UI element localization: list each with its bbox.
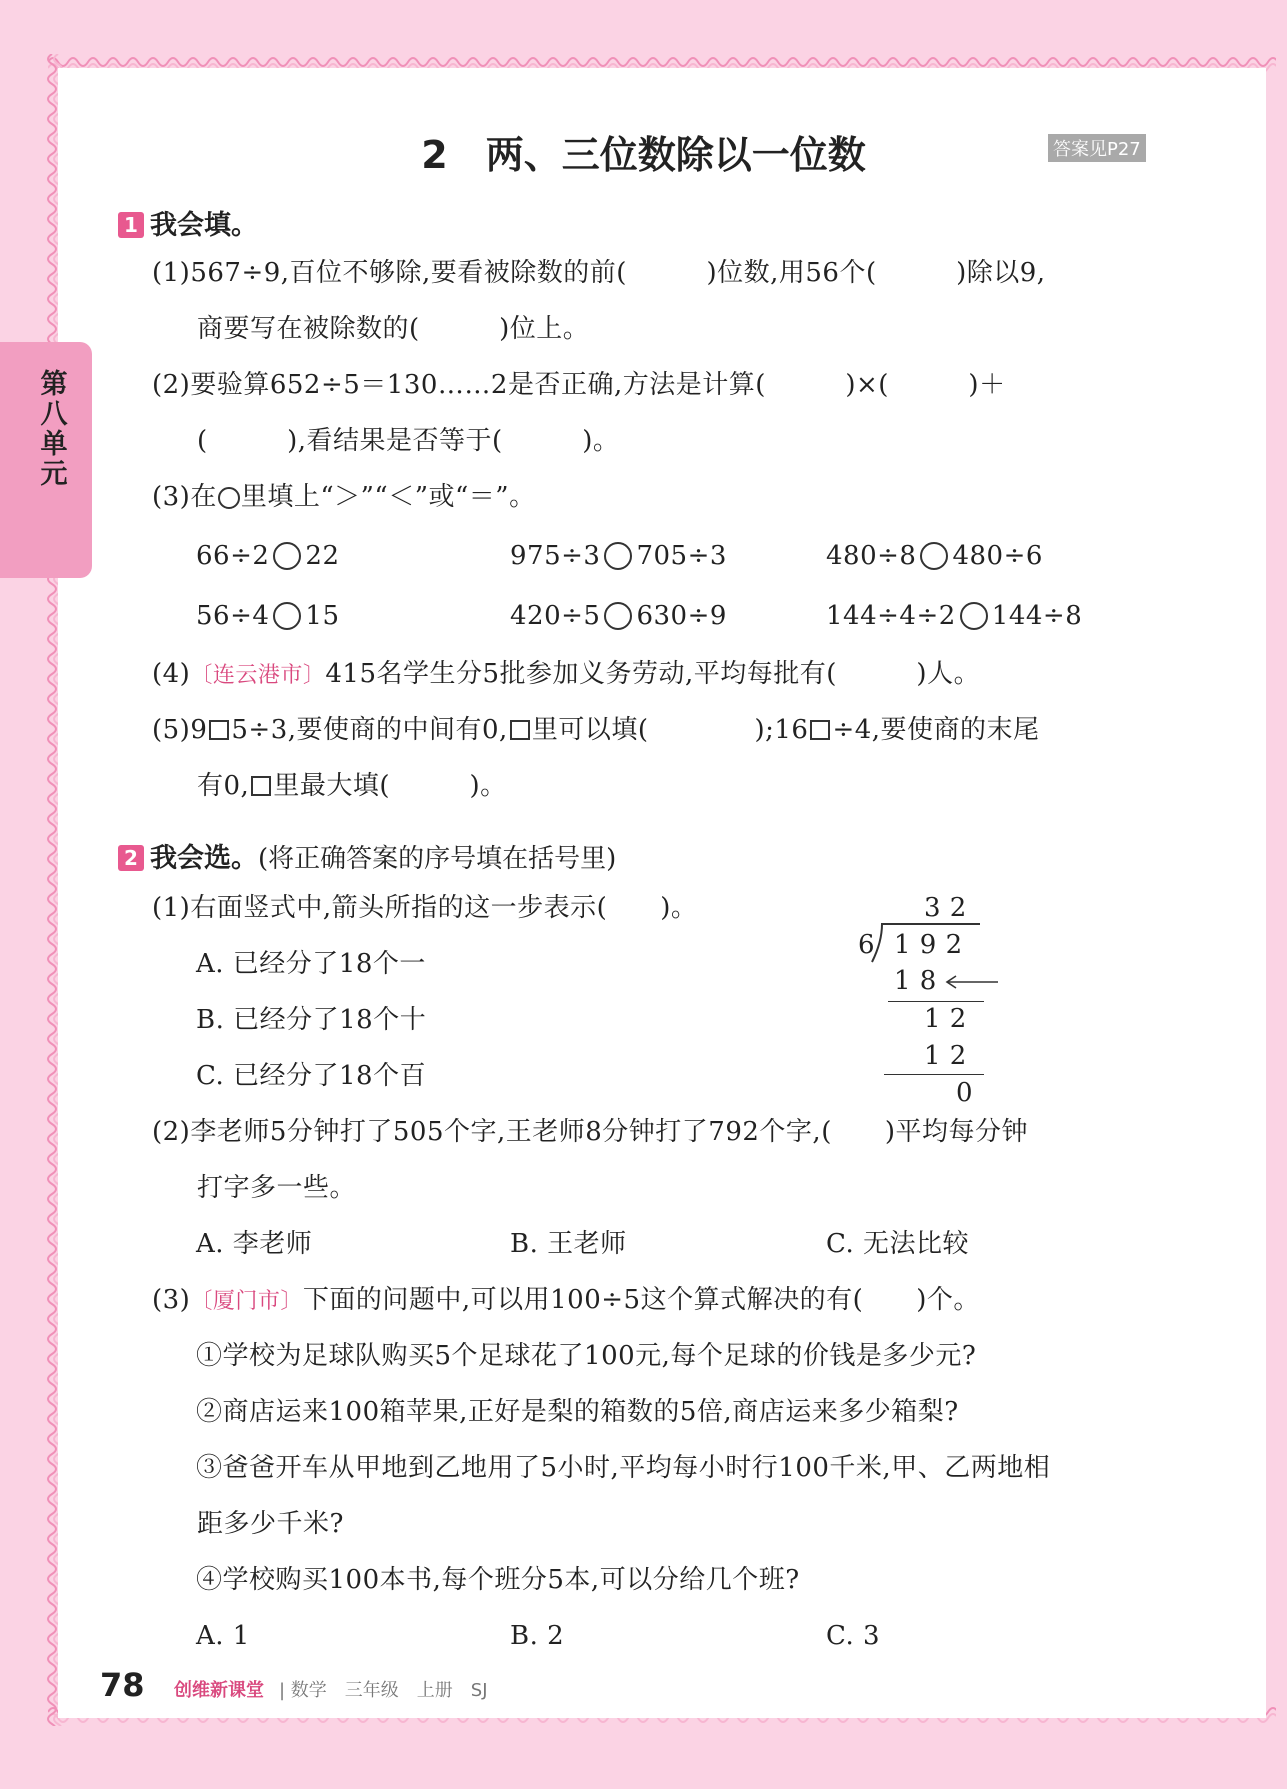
section-1-title: 我会填。 [150,210,258,241]
compare-item [826,541,1043,571]
s2-q3-prefix: (3) [152,1285,191,1315]
s1-q4-prefix: (4) [152,659,191,689]
compare-circle[interactable] [273,602,301,630]
s1-q5-text: 里可以填( );16 [531,715,809,745]
compare-left: 56÷4 [196,601,270,631]
page-title: 2 两、三位数除以一位数 [421,133,866,177]
section-1-heading [118,203,258,242]
compare-left: 144÷4÷2 [826,601,956,631]
s1-q5-line2 [197,771,507,801]
footer-brand: 创维新课堂 [174,1680,264,1701]
compare-circle[interactable] [920,542,948,570]
page-number: 78 [100,1666,145,1704]
s2-q1-option-a: A. 已经分了18个一 [196,949,426,979]
s2-q3-line [152,1285,980,1317]
compare-right: 480÷6 [952,541,1043,571]
s1-q5-text: (5)9 [152,715,208,745]
compare-item [196,541,340,571]
compare-circle[interactable] [604,542,632,570]
unit-tab-label: 第八单元 [40,369,68,490]
s1-q1-line2: 商要写在被除数的( )位上。 [197,314,590,344]
division-remainder2: 0 [956,1078,974,1108]
compare-left: 975÷3 [510,541,601,571]
s1-q2-line2: ( ),看结果是否等于( )。 [197,426,620,456]
compare-right: 15 [305,601,340,631]
s2-q3-text: 下面的问题中,可以用100÷5这个算式解决的有( )个。 [302,1285,980,1315]
square-icon [209,720,229,740]
city-tag: 〔厦门市〕 [190,1289,303,1314]
s2-q2-option-a: A. 李老师 [196,1229,313,1259]
footer-book-info: | 数学 三年级 上册 SJ [279,1680,488,1701]
compare-item [510,541,727,571]
unit-tab [0,342,92,578]
s1-q3-line [152,482,536,512]
s2-q1-line: (1)右面竖式中,箭头所指的这一步表示( )。 [152,893,698,923]
compare-right: 22 [305,541,340,571]
compare-left: 66÷2 [196,541,270,571]
square-icon [251,776,271,796]
s1-q3-prefix: (3)在 [152,482,217,512]
s2-q3-option-a: A. 1 [196,1621,250,1651]
s1-q4-text: 415名学生分5批参加义务劳动,平均每批有( )人。 [325,659,981,689]
square-icon [810,720,830,740]
compare-right: 630÷9 [636,601,727,631]
s2-q2-option-b: B. 王老师 [510,1229,627,1259]
division-remainder1: 1 2 [924,1004,967,1034]
circle-icon [218,487,240,509]
s2-q3-item-1: ①学校为足球队购买5个足球花了100元,每个足球的价钱是多少元? [196,1341,977,1371]
compare-item [510,601,727,631]
section-2-title: 我会选。 [150,843,258,874]
s1-q5-text: 里最大填( )。 [273,771,507,801]
s2-q3-item-2: ②商店运来100箱苹果,正好是梨的箱数的5倍,商店运来多少箱梨? [196,1397,959,1427]
division-dividend: 1 9 2 [894,930,963,960]
arrow-left-icon [944,972,1000,992]
compare-circle[interactable] [604,602,632,630]
s2-q3-item-4: ④学校购买100本书,每个班分5本,可以分给几个班? [196,1565,800,1595]
s2-q1-option-b: B. 已经分了18个十 [196,1005,427,1035]
city-tag: 〔连云港市〕 [190,663,326,688]
square-icon [510,720,530,740]
s2-q3-item-3: ③爸爸开车从甲地到乙地用了5小时,平均每小时行100千米,甲、乙两地相 [196,1453,1051,1483]
compare-circle[interactable] [960,602,988,630]
s1-q5-text: 有0, [197,771,250,801]
s1-q5-text: 5÷3,要使商的中间有0, [231,715,508,745]
section-1-number: 1 [118,212,144,238]
s1-q2-line1: (2)要验算652÷5＝130……2是否正确,方法是计算( )×( )＋ [152,370,1006,400]
division-step1: 1 8 [894,966,937,996]
s2-q2-line1: (2)李老师5分钟打了505个字,王老师8分钟打了792个字,( )平均每分钟 [152,1117,1028,1147]
s1-q1-line1: (1)567÷9,百位不够除,要看被除数的前( )位数,用56个( )除以9, [152,258,1046,288]
section-2-heading [118,836,616,875]
compare-item [196,601,340,631]
s2-q3-item-3-cont: 距多少千米? [197,1509,344,1539]
compare-right: 705÷3 [636,541,727,571]
s1-q5-line1 [152,715,1040,745]
section-2-note: (将正确答案的序号填在括号里) [258,844,617,874]
division-line [888,1001,984,1002]
s2-q1-option-c: C. 已经分了18个百 [196,1061,427,1091]
division-line [884,1074,984,1075]
division-divisor: 6 [858,930,876,960]
compare-right: 144÷8 [991,601,1083,631]
s2-q3-option-c: C. 3 [826,1621,881,1651]
s2-q3-option-b: B. 2 [510,1621,565,1651]
s2-q2-line2: 打字多一些。 [197,1173,357,1203]
answer-reference-badge: 答案见P27 [1048,134,1146,162]
s1-q5-text: ÷4,要使商的末尾 [832,715,1040,745]
s1-q3-text: 里填上“＞”“＜”或“＝”。 [240,482,536,512]
compare-item [826,601,1082,631]
compare-left: 480÷8 [826,541,917,571]
section-2-number: 2 [118,845,144,871]
s2-q2-option-c: C. 无法比较 [826,1229,969,1259]
division-step2: 1 2 [924,1041,967,1071]
s1-q4-line [152,659,980,691]
division-quotient: 3 2 [924,893,967,923]
compare-circle[interactable] [273,542,301,570]
compare-left: 420÷5 [510,601,601,631]
